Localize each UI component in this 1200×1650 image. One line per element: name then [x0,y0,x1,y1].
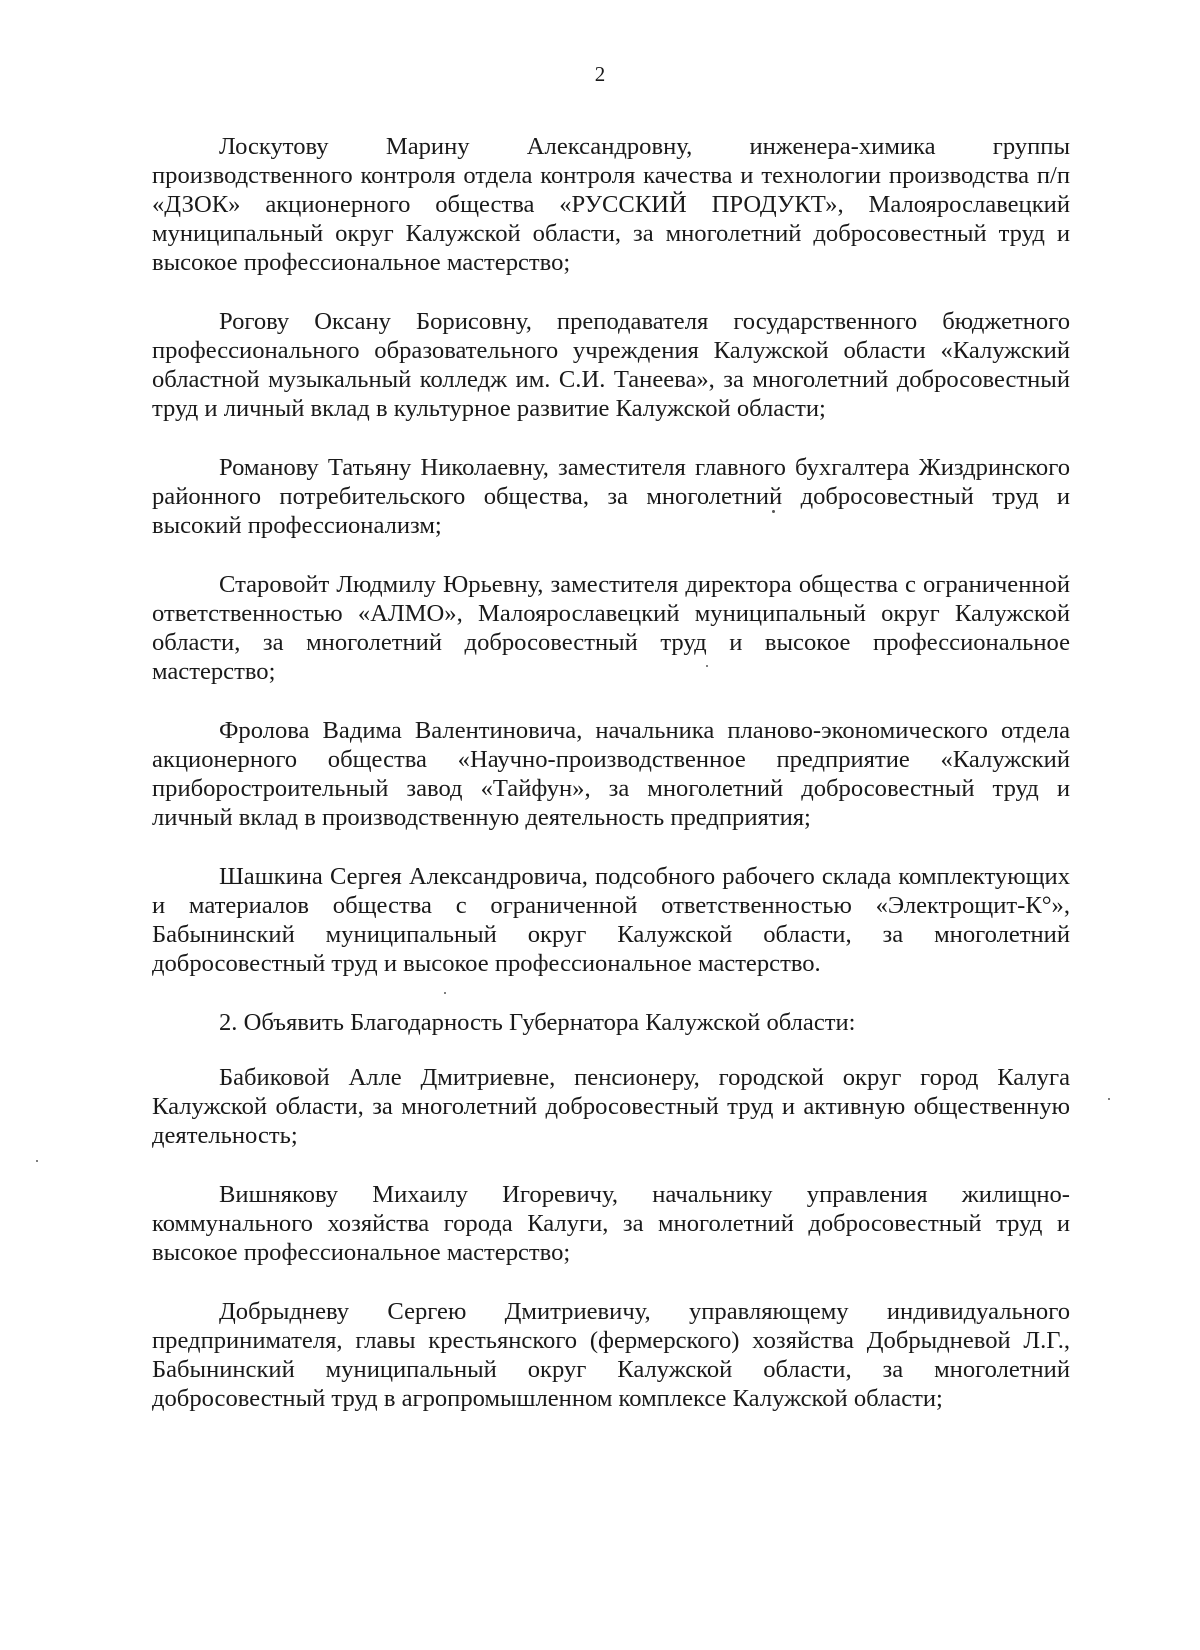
page-number: 2 [594,62,606,86]
scan-speck [772,510,775,513]
document-body [152,132,1070,1443]
scan-speck [444,992,446,994]
gratitude-paragraph-babikova: Бабиковой Алле Дмитриевне, пенсионеру, городской округ город Калуга Калужской области, за многолетний добросовестный труд и активную общественную деятельность; [152,1064,1070,1149]
gratitude-paragraph-vishnyakov: Вишнякову Михаилу Игоревичу, начальнику управления жилищно-коммунального хозяйства города Калуги, за многолетний добросовестный труд и высокое профессиональное мастерство; [152,1181,1070,1266]
gratitude-paragraph-dobrydnev: Добрыдневу Сергею Дмитриевичу, управляющему индивидуального предпринимателя, главы крестьянского (фермерского) хозяйства Добрыдневой Л.Г., Бабынинский муниципальный округ Калужской области, за многолетний добросовестный труд в агропромышленном комплексе Калужской области; [152,1298,1070,1412]
award-paragraph-shashkin: Шашкина Сергея Александровича, подсобного рабочего склада комплектующих и материалов общества с ограниченной ответственностью «Электрощит-К°», Бабынинский муниципальный округ Калужской области, за многолетний добросовестный труд и высокое профессиональное мастерство. [152,863,1070,977]
award-paragraph-romanova: Романову Татьяну Николаевну, заместителя главного бухгалтера Жиздринского районного потребительского общества, за многолетний добросовестный труд и высокий профессионализм; [152,454,1070,539]
scan-speck [1108,1098,1110,1100]
section-heading-gratitude: 2. Объявить Благодарность Губернатора Калужской области: [219,1009,856,1036]
award-paragraph-frolov: Фролова Вадима Валентиновича, начальника планово-экономического отдела акционерного общества «Научно-производственное предприятие «Калужский приборостроительный завод «Тайфун», за многолетний добросовестный труд и личный вклад в производственную деятельность предприятия; [152,717,1070,831]
scan-speck [706,665,708,667]
scan-speck [36,1160,38,1162]
award-paragraph-starovoit: Старовойт Людмилу Юрьевну, заместителя директора общества с ограниченной ответственностью «АЛМО», Малоярославецкий муниципальный округ Калужской области, за многолетний добросовестный труд и высокое профессиональное мастерство; [152,571,1070,685]
award-paragraph-loskutova: Лоскутову Марину Александровну, инженера-химика группы производственного контроля отдела контроля качества и технологии производства п/п «ДЗОК» акционерного общества «РУССКИЙ ПРОДУКТ», Малоярославецкий муниципальный округ Калужской области, за многолетний добросовестный труд и высокое профессиональное мастерство; [152,133,1070,276]
award-paragraph-rogova: Рогову Оксану Борисовну, преподавателя государственного бюджетного профессионального образовательного учреждения Калужской области «Калужский областной музыкальный колледж им. С.И. Танеева», за многолетний добросовестный труд и личный вклад в культурное развитие Калужской области; [152,308,1070,422]
